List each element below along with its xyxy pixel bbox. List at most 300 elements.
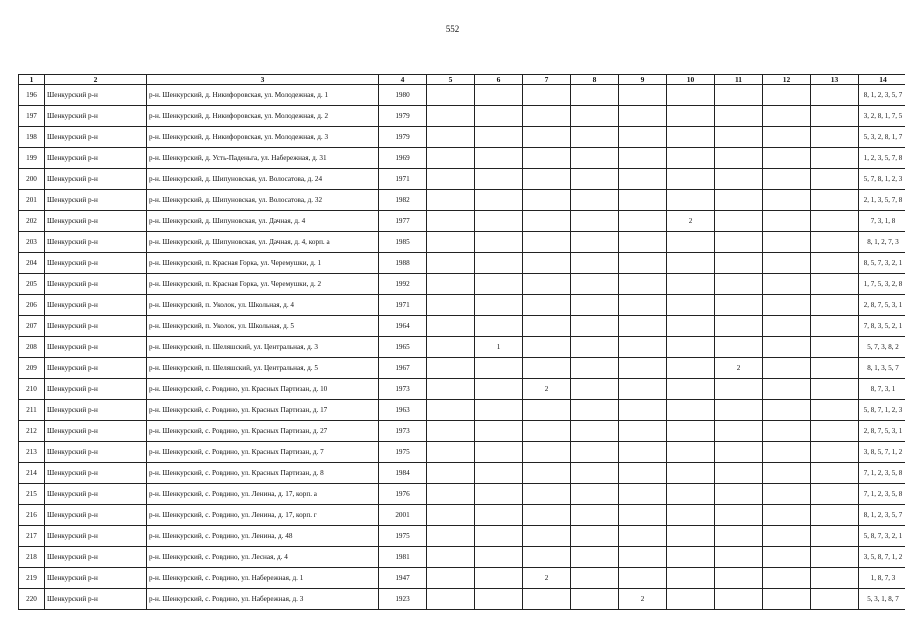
table-row — [19, 358, 905, 379]
address-cell: р-н. Шенкурский, д. Шипуновская, ул. Волосатова, д. 24 — [147, 169, 379, 190]
col9-cell — [619, 547, 667, 568]
table-row — [19, 85, 905, 106]
table-row — [19, 589, 905, 610]
year-cell: 1969 — [379, 148, 427, 169]
year-cell: 1976 — [379, 484, 427, 505]
col9-cell — [619, 505, 667, 526]
col5-cell — [427, 526, 475, 547]
col5-cell — [427, 232, 475, 253]
col11-cell — [715, 253, 763, 274]
row-number: 199 — [19, 148, 45, 169]
col5-cell — [427, 589, 475, 610]
district-cell: Шенкурский р-н — [45, 526, 147, 547]
col13-cell — [811, 589, 859, 610]
table-row — [19, 337, 905, 358]
col10-cell — [667, 589, 715, 610]
col7-cell — [523, 211, 571, 232]
table-row — [19, 421, 905, 442]
col5-cell — [427, 484, 475, 505]
district-cell: Шенкурский р-н — [45, 106, 147, 127]
col11-cell — [715, 337, 763, 358]
col7-cell — [523, 547, 571, 568]
col9-cell — [619, 127, 667, 148]
col10-cell — [667, 85, 715, 106]
district-cell: Шенкурский р-н — [45, 589, 147, 610]
district-cell: Шенкурский р-н — [45, 505, 147, 526]
address-cell: р-н. Шенкурский, д. Никифоровская, ул. Молодежная, д. 2 — [147, 106, 379, 127]
table-row — [19, 127, 905, 148]
row-number: 197 — [19, 106, 45, 127]
col12-cell — [763, 253, 811, 274]
col5-cell — [427, 337, 475, 358]
address-cell: р-н. Шенкурский, с. Ровдино, ул. Красных Партизан, д. 17 — [147, 400, 379, 421]
col12-cell — [763, 547, 811, 568]
col14-cell: 3, 8, 5, 7, 1, 2 — [859, 442, 905, 463]
col12-cell — [763, 526, 811, 547]
col10-cell — [667, 316, 715, 337]
address-cell: р-н. Шенкурский, с. Ровдино, ул. Красных Партизан, д. 27 — [147, 421, 379, 442]
district-cell: Шенкурский р-н — [45, 463, 147, 484]
table-row — [19, 211, 905, 232]
col11-cell — [715, 568, 763, 589]
col9-cell: 2 — [619, 589, 667, 610]
col7-cell — [523, 589, 571, 610]
col13-cell — [811, 505, 859, 526]
column-header-14: 14 — [859, 75, 905, 85]
col5-cell — [427, 568, 475, 589]
col10-cell — [667, 127, 715, 148]
col6-cell — [475, 295, 523, 316]
col5-cell — [427, 148, 475, 169]
year-cell: 1985 — [379, 232, 427, 253]
col11-cell — [715, 421, 763, 442]
col9-cell — [619, 148, 667, 169]
col12-cell — [763, 295, 811, 316]
col12-cell — [763, 316, 811, 337]
table-row — [19, 400, 905, 421]
col10-cell — [667, 505, 715, 526]
col5-cell — [427, 190, 475, 211]
col12-cell — [763, 337, 811, 358]
col7-cell — [523, 484, 571, 505]
col5-cell — [427, 316, 475, 337]
row-number: 212 — [19, 421, 45, 442]
col6-cell — [475, 253, 523, 274]
table-row — [19, 463, 905, 484]
col10-cell — [667, 169, 715, 190]
col12-cell — [763, 127, 811, 148]
col12-cell — [763, 211, 811, 232]
table-row — [19, 505, 905, 526]
col12-cell — [763, 379, 811, 400]
col11-cell — [715, 169, 763, 190]
col10-cell — [667, 148, 715, 169]
col7-cell — [523, 505, 571, 526]
col9-cell — [619, 358, 667, 379]
row-number: 200 — [19, 169, 45, 190]
district-cell: Шенкурский р-н — [45, 190, 147, 211]
col10-cell — [667, 190, 715, 211]
address-cell: р-н. Шенкурский, п. Шеляшский, ул. Центральная, д. 5 — [147, 358, 379, 379]
col9-cell — [619, 295, 667, 316]
year-cell: 1992 — [379, 274, 427, 295]
col14-cell: 5, 7, 8, 1, 2, 3 — [859, 169, 905, 190]
year-cell: 1975 — [379, 526, 427, 547]
col10-cell — [667, 400, 715, 421]
col5-cell — [427, 400, 475, 421]
table-body — [19, 85, 905, 610]
col11-cell — [715, 442, 763, 463]
year-cell: 1988 — [379, 253, 427, 274]
col7-cell — [523, 526, 571, 547]
col11-cell: 2 — [715, 358, 763, 379]
col6-cell — [475, 400, 523, 421]
col12-cell — [763, 442, 811, 463]
col6-cell — [475, 148, 523, 169]
address-cell: р-н. Шенкурский, п. Красная Горка, ул. Черемушки, д. 2 — [147, 274, 379, 295]
col7-cell — [523, 169, 571, 190]
col12-cell — [763, 400, 811, 421]
col9-cell — [619, 526, 667, 547]
district-cell: Шенкурский р-н — [45, 232, 147, 253]
address-cell: р-н. Шенкурский, д. Шипуновская, ул. Волосатова, д. 32 — [147, 190, 379, 211]
col8-cell — [571, 568, 619, 589]
district-cell: Шенкурский р-н — [45, 379, 147, 400]
col7-cell — [523, 337, 571, 358]
row-number: 207 — [19, 316, 45, 337]
col11-cell — [715, 463, 763, 484]
col13-cell — [811, 463, 859, 484]
row-number: 218 — [19, 547, 45, 568]
col6-cell — [475, 421, 523, 442]
col10-cell — [667, 358, 715, 379]
row-number: 206 — [19, 295, 45, 316]
col6-cell — [475, 85, 523, 106]
col8-cell — [571, 358, 619, 379]
table-row — [19, 442, 905, 463]
col8-cell — [571, 106, 619, 127]
address-cell: р-н. Шенкурский, с. Ровдино, ул. Красных Партизан, д. 10 — [147, 379, 379, 400]
col7-cell: 2 — [523, 379, 571, 400]
year-cell: 1982 — [379, 190, 427, 211]
col14-cell: 8, 1, 2, 3, 5, 7 — [859, 85, 905, 106]
row-number: 219 — [19, 568, 45, 589]
col14-cell: 8, 1, 3, 5, 7 — [859, 358, 905, 379]
col8-cell — [571, 379, 619, 400]
address-cell: р-н. Шенкурский, д. Никифоровская, ул. Молодежная, д. 1 — [147, 85, 379, 106]
col14-cell: 5, 8, 7, 3, 2, 1 — [859, 526, 905, 547]
district-cell: Шенкурский р-н — [45, 148, 147, 169]
col9-cell — [619, 253, 667, 274]
year-cell: 1981 — [379, 547, 427, 568]
col13-cell — [811, 148, 859, 169]
col13-cell — [811, 358, 859, 379]
address-cell: р-н. Шенкурский, д. Никифоровская, ул. Молодежная, д. 3 — [147, 127, 379, 148]
col10-cell — [667, 421, 715, 442]
col11-cell — [715, 211, 763, 232]
district-cell: Шенкурский р-н — [45, 421, 147, 442]
col7-cell — [523, 442, 571, 463]
row-number: 220 — [19, 589, 45, 610]
table-row — [19, 190, 905, 211]
col12-cell — [763, 274, 811, 295]
col13-cell — [811, 421, 859, 442]
col13-cell — [811, 85, 859, 106]
table-row — [19, 547, 905, 568]
col10-cell — [667, 274, 715, 295]
col11-cell — [715, 85, 763, 106]
district-cell: Шенкурский р-н — [45, 274, 147, 295]
row-number: 204 — [19, 253, 45, 274]
col6-cell — [475, 547, 523, 568]
col6-cell — [475, 484, 523, 505]
row-number: 203 — [19, 232, 45, 253]
district-cell: Шенкурский р-н — [45, 337, 147, 358]
row-number: 214 — [19, 463, 45, 484]
address-cell: р-н. Шенкурский, п. Красная Горка, ул. Черемушки, д. 1 — [147, 253, 379, 274]
col10-cell — [667, 547, 715, 568]
col8-cell — [571, 169, 619, 190]
col14-cell: 5, 3, 1, 8, 7 — [859, 589, 905, 610]
address-cell: р-н. Шенкурский, с. Ровдино, ул. Лесная, д. 4 — [147, 547, 379, 568]
col7-cell: 2 — [523, 568, 571, 589]
col5-cell — [427, 274, 475, 295]
table-row — [19, 484, 905, 505]
col8-cell — [571, 295, 619, 316]
year-cell: 1979 — [379, 106, 427, 127]
column-header-5: 5 — [427, 75, 475, 85]
column-header-3: 3 — [147, 75, 379, 85]
year-cell: 1967 — [379, 358, 427, 379]
col8-cell — [571, 589, 619, 610]
col14-cell: 8, 1, 2, 3, 5, 7 — [859, 505, 905, 526]
page-number: 552 — [445, 24, 460, 34]
col8-cell — [571, 127, 619, 148]
row-number: 202 — [19, 211, 45, 232]
register-table — [18, 74, 905, 610]
col8-cell — [571, 148, 619, 169]
col7-cell — [523, 106, 571, 127]
column-header-9: 9 — [619, 75, 667, 85]
col14-cell: 8, 5, 7, 3, 2, 1 — [859, 253, 905, 274]
district-cell: Шенкурский р-н — [45, 568, 147, 589]
year-cell: 1973 — [379, 379, 427, 400]
year-cell: 2001 — [379, 505, 427, 526]
header-row — [19, 75, 905, 85]
district-cell: Шенкурский р-н — [45, 547, 147, 568]
col10-cell — [667, 253, 715, 274]
col14-cell: 1, 8, 7, 3 — [859, 568, 905, 589]
col13-cell — [811, 169, 859, 190]
row-number: 209 — [19, 358, 45, 379]
col9-cell — [619, 232, 667, 253]
col8-cell — [571, 526, 619, 547]
col6-cell — [475, 526, 523, 547]
col6-cell — [475, 127, 523, 148]
col12-cell — [763, 421, 811, 442]
year-cell: 1984 — [379, 463, 427, 484]
col7-cell — [523, 190, 571, 211]
year-cell: 1973 — [379, 421, 427, 442]
row-number: 215 — [19, 484, 45, 505]
col12-cell — [763, 463, 811, 484]
col13-cell — [811, 526, 859, 547]
col8-cell — [571, 484, 619, 505]
col13-cell — [811, 127, 859, 148]
col7-cell — [523, 400, 571, 421]
table-row — [19, 379, 905, 400]
col14-cell: 2, 8, 7, 5, 3, 1 — [859, 295, 905, 316]
col13-cell — [811, 232, 859, 253]
col7-cell — [523, 463, 571, 484]
row-number: 205 — [19, 274, 45, 295]
col8-cell — [571, 547, 619, 568]
col5-cell — [427, 127, 475, 148]
table-row — [19, 568, 905, 589]
col5-cell — [427, 463, 475, 484]
col14-cell: 2, 8, 7, 5, 3, 1 — [859, 421, 905, 442]
col9-cell — [619, 190, 667, 211]
address-cell: р-н. Шенкурский, п. Шеляшский, ул. Центральная, д. 3 — [147, 337, 379, 358]
col10-cell — [667, 526, 715, 547]
col14-cell: 2, 1, 3, 5, 7, 8 — [859, 190, 905, 211]
col11-cell — [715, 295, 763, 316]
row-number: 201 — [19, 190, 45, 211]
col8-cell — [571, 400, 619, 421]
col14-cell: 3, 5, 8, 7, 1, 2 — [859, 547, 905, 568]
col8-cell — [571, 253, 619, 274]
col8-cell — [571, 211, 619, 232]
col13-cell — [811, 337, 859, 358]
col9-cell — [619, 400, 667, 421]
col13-cell — [811, 400, 859, 421]
col7-cell — [523, 316, 571, 337]
year-cell: 1979 — [379, 127, 427, 148]
col13-cell — [811, 316, 859, 337]
col10-cell — [667, 463, 715, 484]
col8-cell — [571, 316, 619, 337]
col6-cell — [475, 211, 523, 232]
col13-cell — [811, 253, 859, 274]
col14-cell: 7, 1, 2, 3, 5, 8 — [859, 484, 905, 505]
address-cell: р-н. Шенкурский, с. Ровдино, ул. Ленина, д. 17, корп. г — [147, 505, 379, 526]
district-cell: Шенкурский р-н — [45, 127, 147, 148]
district-cell: Шенкурский р-н — [45, 400, 147, 421]
table-row — [19, 295, 905, 316]
col9-cell — [619, 379, 667, 400]
address-cell: р-н. Шенкурский, с. Ровдино, ул. Набережная, д. 1 — [147, 568, 379, 589]
address-cell: р-н. Шенкурский, д. Усть-Паденьга, ул. Набережная, д. 31 — [147, 148, 379, 169]
col11-cell — [715, 127, 763, 148]
col7-cell — [523, 127, 571, 148]
address-cell: р-н. Шенкурский, п. Уколок, ул. Школьная, д. 5 — [147, 316, 379, 337]
col6-cell — [475, 379, 523, 400]
column-header-2: 2 — [45, 75, 147, 85]
address-cell: р-н. Шенкурский, с. Ровдино, ул. Набережная, д. 3 — [147, 589, 379, 610]
col6-cell: 1 — [475, 337, 523, 358]
year-cell: 1980 — [379, 85, 427, 106]
col5-cell — [427, 505, 475, 526]
row-number: 216 — [19, 505, 45, 526]
col11-cell — [715, 232, 763, 253]
col6-cell — [475, 463, 523, 484]
col14-cell: 5, 7, 3, 8, 2 — [859, 337, 905, 358]
col9-cell — [619, 442, 667, 463]
table-row — [19, 148, 905, 169]
row-number: 210 — [19, 379, 45, 400]
address-cell: р-н. Шенкурский, с. Ровдино, ул. Ленина, д. 48 — [147, 526, 379, 547]
col9-cell — [619, 211, 667, 232]
col13-cell — [811, 211, 859, 232]
col14-cell: 1, 7, 5, 3, 2, 8 — [859, 274, 905, 295]
district-cell: Шенкурский р-н — [45, 211, 147, 232]
district-cell: Шенкурский р-н — [45, 484, 147, 505]
district-cell: Шенкурский р-н — [45, 358, 147, 379]
row-number: 217 — [19, 526, 45, 547]
year-cell: 1977 — [379, 211, 427, 232]
col9-cell — [619, 463, 667, 484]
col12-cell — [763, 85, 811, 106]
col7-cell — [523, 295, 571, 316]
col10-cell — [667, 484, 715, 505]
column-header-7: 7 — [523, 75, 571, 85]
address-cell: р-н. Шенкурский, с. Ровдино, ул. Красных Партизан, д. 8 — [147, 463, 379, 484]
row-number: 211 — [19, 400, 45, 421]
year-cell: 1975 — [379, 442, 427, 463]
col5-cell — [427, 106, 475, 127]
col13-cell — [811, 295, 859, 316]
col7-cell — [523, 253, 571, 274]
year-cell: 1964 — [379, 316, 427, 337]
col14-cell: 3, 2, 8, 1, 7, 5 — [859, 106, 905, 127]
col11-cell — [715, 379, 763, 400]
column-header-10: 10 — [667, 75, 715, 85]
year-cell: 1971 — [379, 295, 427, 316]
col13-cell — [811, 106, 859, 127]
col8-cell — [571, 85, 619, 106]
col11-cell — [715, 106, 763, 127]
col10-cell — [667, 568, 715, 589]
address-cell: р-н. Шенкурский, п. Уколок, ул. Школьная, д. 4 — [147, 295, 379, 316]
col7-cell — [523, 274, 571, 295]
year-cell: 1963 — [379, 400, 427, 421]
col10-cell — [667, 379, 715, 400]
district-cell: Шенкурский р-н — [45, 169, 147, 190]
address-cell: р-н. Шенкурский, с. Ровдино, ул. Красных Партизан, д. 7 — [147, 442, 379, 463]
district-cell: Шенкурский р-н — [45, 442, 147, 463]
address-cell: р-н. Шенкурский, с. Ровдино, ул. Ленина, д. 17, корп. а — [147, 484, 379, 505]
col8-cell — [571, 274, 619, 295]
col12-cell — [763, 484, 811, 505]
col6-cell — [475, 505, 523, 526]
table-row — [19, 274, 905, 295]
col9-cell — [619, 568, 667, 589]
col6-cell — [475, 274, 523, 295]
col13-cell — [811, 568, 859, 589]
table-row — [19, 232, 905, 253]
col11-cell — [715, 190, 763, 211]
col13-cell — [811, 547, 859, 568]
col6-cell — [475, 568, 523, 589]
col6-cell — [475, 589, 523, 610]
col12-cell — [763, 106, 811, 127]
col5-cell — [427, 253, 475, 274]
col5-cell — [427, 85, 475, 106]
col13-cell — [811, 484, 859, 505]
col12-cell — [763, 358, 811, 379]
col6-cell — [475, 169, 523, 190]
col7-cell — [523, 148, 571, 169]
